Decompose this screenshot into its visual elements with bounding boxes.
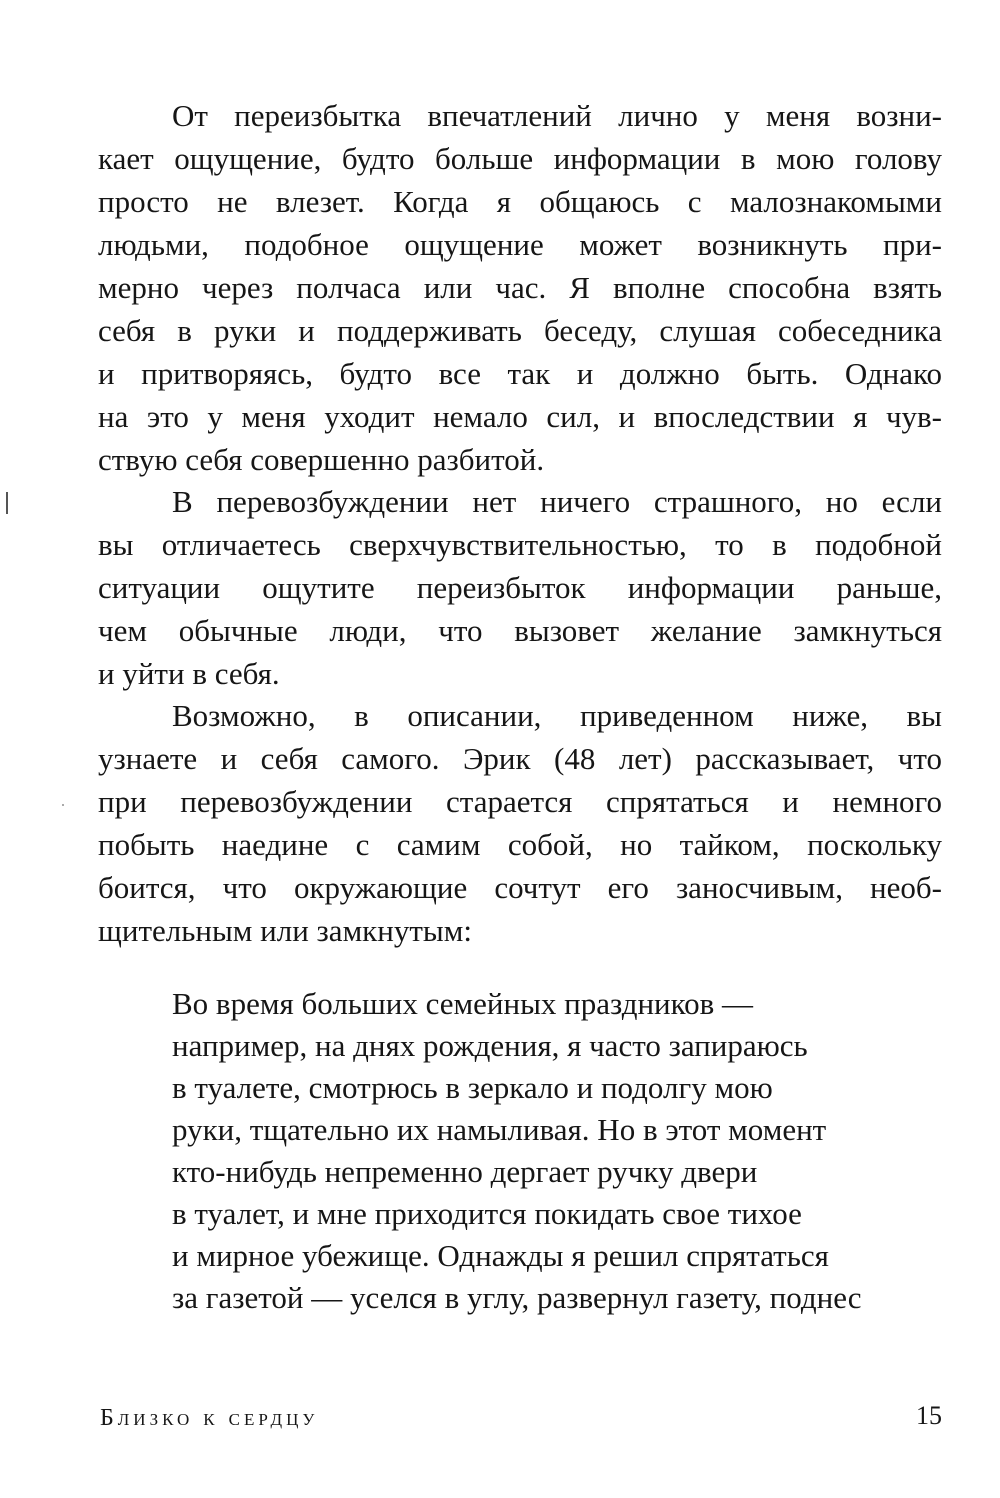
paragraph-line: узнаете и себя самого. Эрик (48 лет) рассказывает, что <box>98 741 942 776</box>
paragraph-line: и уйти в себя. <box>98 656 280 691</box>
paragraph-line: кает ощущение, будто больше информации в мою голову <box>98 141 942 176</box>
paragraph-line: и притворяясь, будто все так и должно быть. Однако <box>98 356 942 391</box>
quote-line: например, на днях рождения, я часто запираюсь <box>172 1028 808 1063</box>
paragraph-line: вы отличаетесь сверхчувствительностью, то в подобной <box>98 527 942 562</box>
paragraph-line: ствую себя совершенно разбитой. <box>98 442 545 477</box>
scan-speck <box>62 804 64 806</box>
quote-line: кто-нибудь непременно дергает ручку двери <box>172 1154 758 1189</box>
paragraph-line: мерно через полчаса или час. Я вполне способна взять <box>98 270 942 305</box>
paragraph-line: просто не влезет. Когда я общаюсь с малознакомыми <box>98 184 942 219</box>
paragraph-line: чем обычные люди, что вызовет желание замкнуться <box>98 613 942 648</box>
quote-line: Во время больших семейных праздников — <box>172 986 754 1021</box>
paragraph-line: В перевозбуждении нет ничего страшного, но если <box>172 484 942 519</box>
paragraph-line: щительным или замкнутым: <box>98 913 472 948</box>
paragraph-line: на это у меня уходит немало сил, и впоследствии я чув- <box>98 399 942 434</box>
quote-line: в туалете, смотрюсь в зеркало и подолгу мою <box>172 1070 773 1105</box>
paragraph-line: ситуации ощутите переизбыток информации раньше, <box>98 570 942 605</box>
quote-line: за газетой — уселся в углу, развернул газету, поднес <box>172 1280 862 1315</box>
quote-line: в туалет, и мне приходится покидать свое тихое <box>172 1196 802 1231</box>
quote-line: и мирное убежище. Однажды я решил спрятаться <box>172 1238 829 1273</box>
page-number: 15 <box>916 1401 942 1430</box>
paragraph-line: побыть наедине с самим собой, но тайком, поскольку <box>98 827 942 862</box>
paragraph-line: людьми, подобное ощущение может возникнуть при- <box>98 227 942 262</box>
paragraph-line: От переизбытка впечатлений лично у меня возни- <box>172 98 942 133</box>
scan-margin-mark <box>6 492 8 514</box>
paragraph-line: при перевозбуждении старается спрятаться и немного <box>98 784 942 819</box>
paragraph-line: себя в руки и поддерживать беседу, слушая собеседника <box>98 313 942 348</box>
quote-line: руки, тщательно их намыливая. Но в этот момент <box>172 1112 827 1147</box>
running-title: Близко к сердцу <box>100 1405 319 1431</box>
paragraph-line: Возможно, в описании, приведенном ниже, вы <box>172 698 942 733</box>
paragraph-line: боится, что окружающие сочтут его заносчивым, необ- <box>98 870 942 905</box>
